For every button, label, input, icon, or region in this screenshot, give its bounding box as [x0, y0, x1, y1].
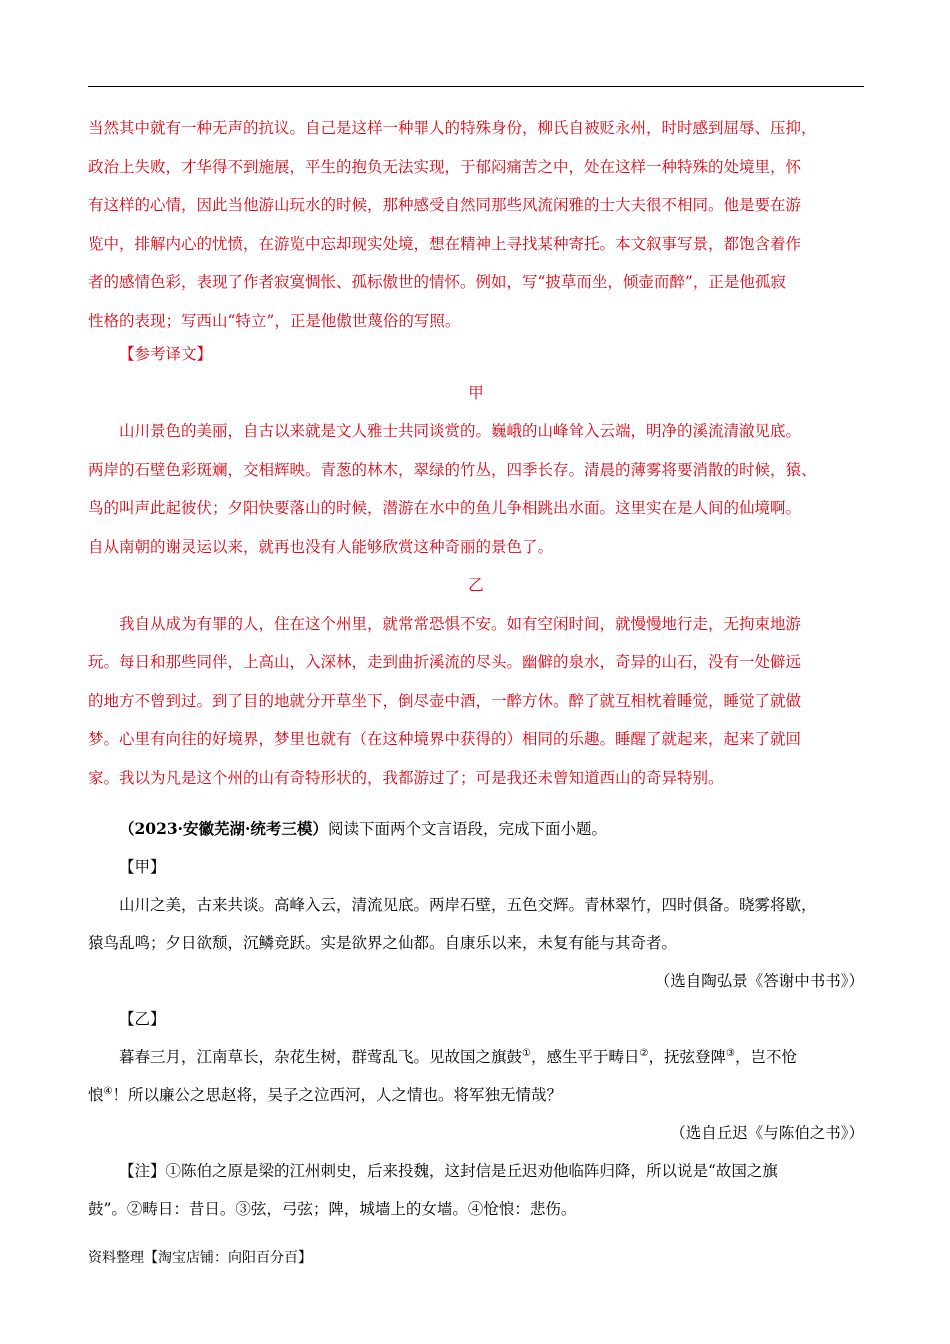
- yi-translation-line: 家。我以为凡是这个州的山有奇特形状的，我都游过了；可是我还未曾知道西山的奇异特别。: [88, 768, 724, 787]
- footnote-marker: ③: [725, 1047, 735, 1059]
- analysis-line: 政治上失败，才华得不到施展，平生的抱负无法实现，于郁闷痛苦之中，处在这样一种特殊的处境里，怀: [88, 157, 802, 176]
- footnote-marker: ④: [103, 1085, 113, 1097]
- yi-label: 乙: [468, 576, 484, 594]
- jia-text-line: 山川之美，古来共谈。高峰入云，清流见底。两岸石壁，五色交辉。青林翠竹，四时俱备。晓雾将歇，: [119, 896, 817, 914]
- jia-translation-line: 鸟的叫声此起彼伏；夕阳快要落山的时候，潜游在水中的鱼儿争相跳出水面。这里实在是人间的仙境啊。: [88, 499, 802, 517]
- analysis-line: 览中，排解内心的忧愤，在游览中忘却现实处境，想在精神上寻找某种寄托。本文叙事写景，都饱含着作: [88, 234, 802, 253]
- jia-text-line: 猿鸟乱鸣；夕日欲颓，沉鳞竞跃。实是欲界之仙都。自康乐以来，未复有能与其奇者。: [88, 934, 678, 952]
- yi-translation-line: 玩。每日和那些同伴，上高山，入深林，走到曲折溪流的尽头。幽僻的泉水，奇异的山石，没有一处僻远: [88, 653, 802, 671]
- analysis-paragraph: [88, 109, 864, 340]
- yi-text-segment: ，感生平于畴日: [530, 1048, 640, 1066]
- analysis-line: 性格的表现；写西山“特立”，正是他傲世蔑俗的写照。: [88, 311, 461, 330]
- jia-translation-line: 两岸的石壁色彩斑斓，交相辉映。青葱的林木，翠绿的竹丛，四季长存。清晨的薄雾将要消散的时候，猿、: [88, 460, 817, 479]
- jia-source: （选自陶弘景《答谢中书书》）: [654, 972, 864, 990]
- yi-text-line: [88, 1038, 864, 1076]
- jia-translation-line: 山川景色的美丽，自古以来就是文人雅士共同谈赏的。巍峨的山峰耸入云端，明净的溪流清澈见底。: [119, 422, 802, 440]
- yi-source: （选自丘迟《与陈伯之书》）: [670, 1124, 864, 1142]
- translation-section: [88, 335, 864, 797]
- yi-translation-line: 的地方不曾到过。到了目的地就分开草坐下，倒尽壶中酒，一醉方休。醉了就互相枕着睡觉，睡觉了就做: [88, 691, 802, 710]
- yi-text-segment: 悢: [88, 1086, 104, 1104]
- translation-heading: 【参考译文】: [119, 345, 213, 363]
- yi-translation-line: 我自从成为有罪的人，住在这个州里，就常常恐惧不安。如有空闲时间，就慢慢地行走，无拘束地游: [119, 614, 802, 633]
- note-line: 鼓”。②畴日：昔日。③弦，弓弦；陴，城墙上的女墙。④怆悢：悲伤。: [88, 1200, 577, 1218]
- analysis-line: 有这样的心情，因此当他游山玩水的时候，那种感受自然同那些风流闲雅的士大夫很不相同。他是要在游: [88, 196, 802, 214]
- analysis-line: 者的感情色彩，表现了作者寂寞惆怅、孤标傲世的情怀。例如，写“披草而坐，倾壶而醉”，正是他孤寂: [88, 273, 786, 291]
- footnote-marker: ①: [522, 1047, 531, 1059]
- question-instruction: 阅读下面两个文言语段，完成下面小题。: [327, 820, 607, 838]
- jia-heading: 【甲】: [119, 858, 166, 876]
- yi-translation-line: 梦。心里有向往的好境界，梦里也就有（在这种境界中获得的）相同的乐趣。睡醒了就起来，起来了就回: [88, 730, 802, 748]
- footer-text: 资料整理【淘宝店铺：向阳百分百】: [88, 1250, 312, 1266]
- note-line: 【注】①陈伯之原是梁的江州刺史，后来投魏，这封信是丘迟劝他临阵归降，所以说是“故国之旗: [119, 1162, 778, 1180]
- yi-text-segment: ，抚弦登陴: [648, 1048, 726, 1066]
- analysis-line: 当然其中就有一种无声的抗议。自己是这样一种罪人的特殊身份，柳氏自被贬永州，时时感到屈辱、压抑，: [88, 119, 817, 137]
- footnote-marker: ②: [639, 1047, 649, 1059]
- jia-label: 甲: [468, 383, 484, 402]
- question-source: （2023·安徽芜湖·统考三模）: [119, 819, 328, 838]
- yi-heading: 【乙】: [119, 1010, 166, 1028]
- yi-text-line: [88, 1076, 864, 1114]
- header-rule: [88, 86, 864, 87]
- yi-text-segment: 暮春三月，江南草长，杂花生树，群莺乱飞。见故国之旗鼓: [119, 1048, 523, 1066]
- question-section: [88, 810, 864, 1228]
- yi-text-segment: ，岂不怆: [734, 1048, 797, 1066]
- question-intro: [88, 810, 864, 848]
- jia-translation-line: 自从南朝的谢灵运以来，就再也没有人能够欣赏这种奇丽的景色了。: [88, 537, 554, 556]
- yi-text-segment: ！所以廉公之思赵将，吴子之泣西河，人之情也。将军独无情哉？: [112, 1086, 562, 1104]
